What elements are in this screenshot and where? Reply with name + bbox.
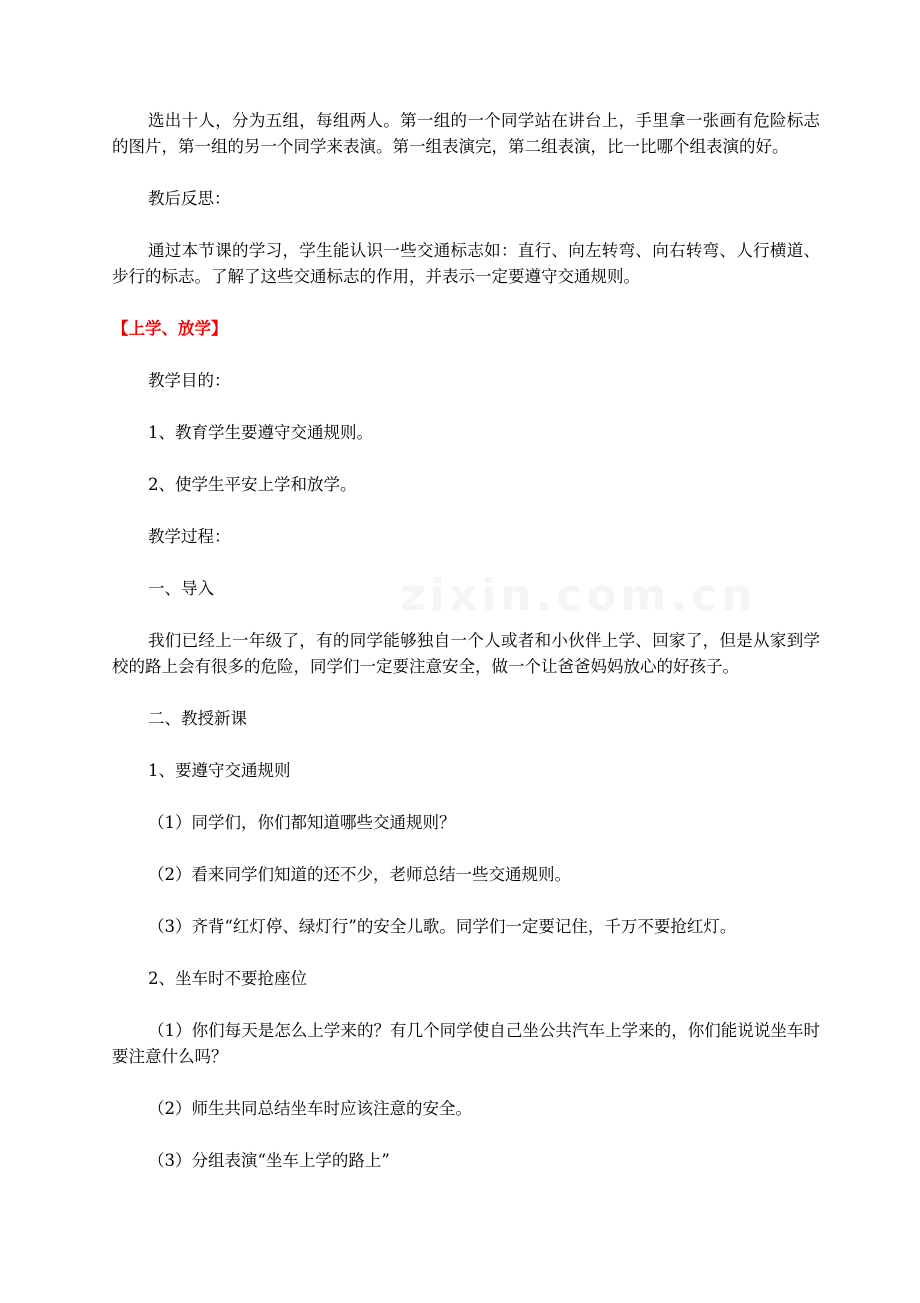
paragraph-rule-2-item-1: （1）你们每天是怎么上学来的？有几个同学使自己坐公共汽车上学来的，你们能说说坐车时要注意什么吗？ [112,1021,820,1066]
paragraph-rule-2-item-3: （3）分组表演“坐车上学的路上” [148,1151,390,1170]
section-heading: 【上学、放学】 [112,319,228,338]
paragraph-rule-1-item-2: （2）看来同学们知道的还不少，老师总结一些交通规则。 [148,865,571,884]
paragraph-intro-body: 我们已经上一年级了，有的同学能够独自一个人或者和小伙伴上学、回家了，但是从家到学校的路上会有很多的危险，同学们一定要注意安全，做一个让爸爸妈妈放心的好孩子。 [112,631,820,676]
document-body [112,108,820,1174]
paragraph-reflection-body: 通过本节课的学习，学生能认识一些交通标志如：直行、向左转弯、向右转弯、人行横道、步行的标志。了解了这些交通标志的作用，并表示一定要遵守交通规则。 [112,241,820,286]
paragraph-goal-1: 1、教育学生要遵守交通规则。 [148,423,373,442]
paragraph-goal-2: 2、使学生平安上学和放学。 [148,475,357,494]
paragraph-rule-2-item-2: （2）师生共同总结坐车时应该注意的安全。 [148,1099,472,1118]
paragraph-reflection-label: 教后反思： [148,189,231,208]
paragraph-rule-1-item-1: （1）同学们，你们都知道哪些交通规则？ [148,813,456,832]
paragraph-teaching-goal-label: 教学目的： [148,371,231,390]
paragraph-rule-1-title: 1、要遵守交通规则 [148,761,291,780]
paragraph-new-lesson-label: 二、教授新课 [148,709,247,728]
paragraph-group-performance: 选出十人，分为五组，每组两人。第一组的一个同学站在讲台上，手里拿一张画有危险标志的图片，第一组的另一个同学来表演。第一组表演完，第二组表演，比一比哪个组表演的好。 [112,111,820,156]
paragraph-intro-label: 一、导入 [148,579,214,598]
paragraph-rule-2-title: 2、坐车时不要抢座位 [148,969,307,988]
paragraph-rule-1-item-3: （3）齐背“红灯停、绿灯行”的安全儿歌。同学们一定要记住，千万不要抢红灯。 [148,917,737,936]
paragraph-process-label: 教学过程： [148,527,231,546]
